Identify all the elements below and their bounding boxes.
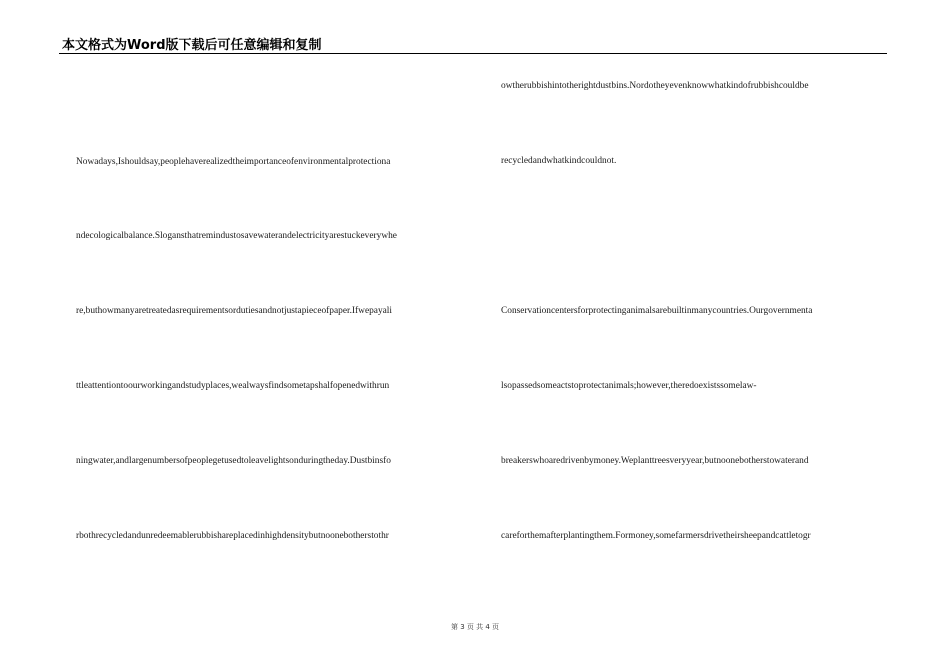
right-column-line: Conservationcentersforprotectinganimalsarebuiltinmanycountries.Ourgovernmenta — [501, 306, 813, 316]
header-divider — [59, 53, 887, 54]
left-column-line: ndecologicalbalance.Slogansthatremindustosavewaterandelectricityarestuckeverywhe — [76, 231, 397, 241]
document-header-title: 本文格式为Word版下载后可任意编辑和复制 — [62, 38, 322, 53]
left-column-line: ningwater,andlargenumbersofpeoplegetusedtoleavelightsonduringtheday.Dustbinsfo — [76, 456, 391, 466]
right-column-line: breakerswhoaredrivenbymoney.Weplanttreesveryyear,butnoonebotherstowaterand — [501, 456, 809, 466]
right-column-line: recycledandwhatkindcouldnot. — [501, 156, 617, 166]
page-number-footer: 第 3 页 共 4 页 — [450, 623, 500, 631]
right-column-line: owtherubbishintotherightdustbins.Nordotheyevenknowwhatkindofrubbishcouldbe — [501, 81, 809, 91]
right-column-line: careforthemafterplantingthem.Formoney,somefarmersdrivetheirsheepandcattletogr — [501, 531, 811, 541]
left-column-line: ttleattentiontoourworkingandstudyplaces,wealwaysfindsometapshalfopenedwithrun — [76, 381, 390, 391]
left-column-line: Nowadays,Ishouldsay,peoplehaverealizedtheimportanceofenvironmentalprotectiona — [76, 157, 391, 167]
left-column-line: re,buthowmanyaretreatedasrequirementsordutiesandnotjustapieceofpaper.Ifwepayali — [76, 306, 393, 316]
right-column-line: lsopassedsomeactstoprotectanimals;however,theredoexistssomelaw- — [501, 381, 757, 391]
left-column-line: rbothrecycledandunredeemablerubbishareplacedinhighdensitybutnoonebotherstothr — [76, 531, 389, 541]
